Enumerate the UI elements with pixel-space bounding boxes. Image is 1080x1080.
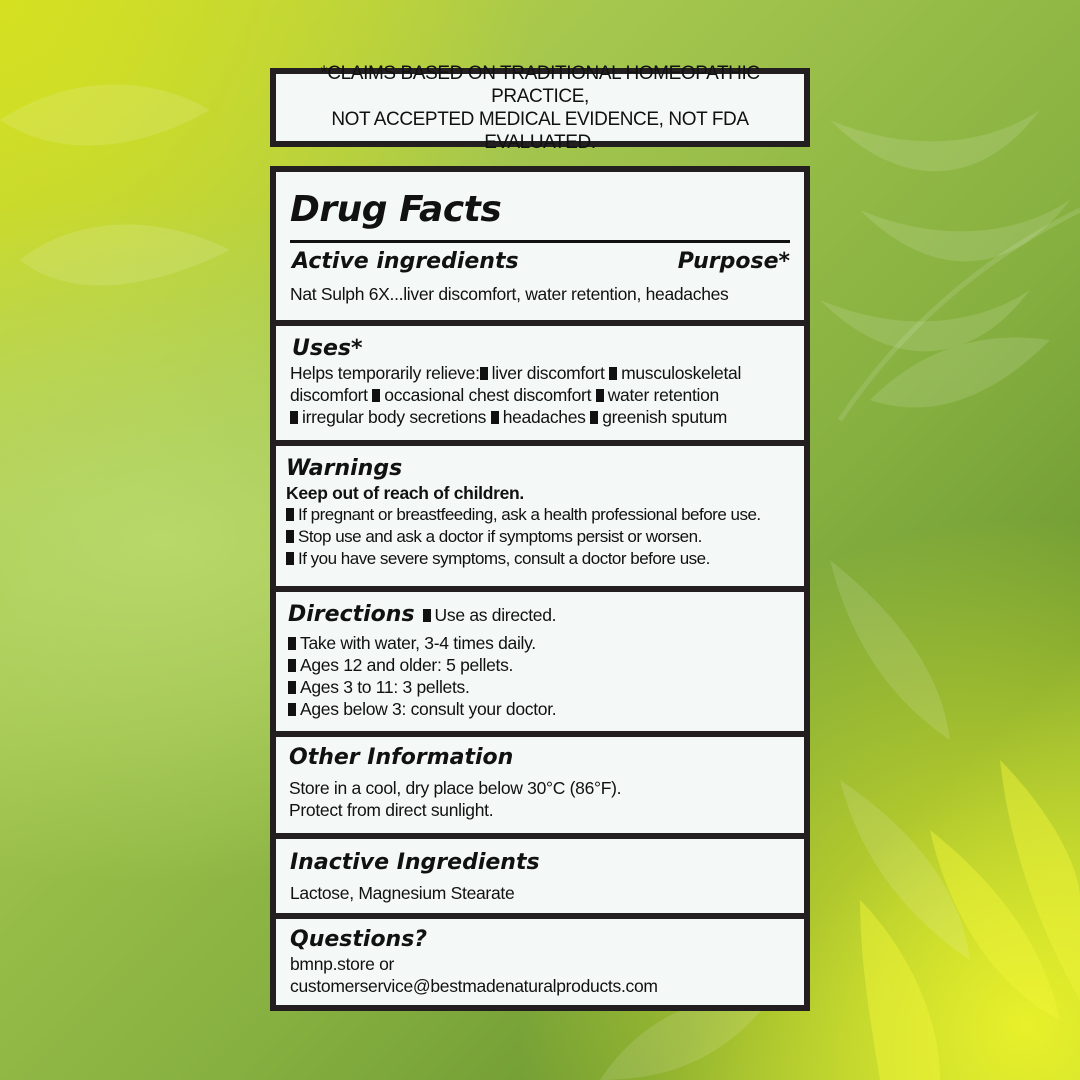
bullet-icon: [596, 389, 604, 402]
directions-heading: Directions: [288, 602, 415, 627]
use-item: discomfort: [290, 385, 368, 405]
bullet-icon: [372, 389, 380, 402]
active-header-row: [290, 249, 790, 275]
warnings-bold-line: Keep out of reach of children.: [286, 483, 524, 503]
use-item: headaches: [502, 407, 586, 427]
bullet-icon: [288, 681, 296, 694]
bullet-icon: [480, 367, 488, 380]
direction-item: Ages 12 and older: 5 pellets.: [288, 654, 790, 676]
directions-list: [288, 632, 790, 720]
bullet-icon: [290, 411, 298, 424]
uses-heading: Uses*: [292, 336, 363, 361]
direction-item: Ages 3 to 11: 3 pellets.: [288, 676, 790, 698]
use-item: occasional chest discomfort: [384, 385, 592, 405]
other-info-line-2: Protect from direct sunlight.: [289, 800, 494, 820]
uses-intro: Helps temporarily relieve:: [290, 363, 480, 383]
bullet-icon: [286, 552, 294, 565]
inactive-heading: Inactive Ingredients: [290, 850, 540, 875]
use-item: water retention: [607, 385, 719, 405]
bullet-icon: [609, 367, 617, 380]
warnings-list: [286, 504, 790, 570]
other-info-heading: Other Information: [289, 745, 514, 770]
other-info-section: [276, 737, 804, 833]
questions-heading: Questions?: [290, 927, 428, 952]
title-divider: [290, 240, 790, 243]
questions-section: [276, 919, 804, 1005]
bullet-icon: [491, 411, 499, 424]
warning-item: Stop use and ask a doctor if symptoms persist or worsen.: [286, 526, 790, 548]
warning-item: If pregnant or breastfeeding, ask a health professional before use.: [286, 504, 790, 526]
warnings-heading: Warnings: [286, 456, 403, 481]
disclaimer-line-2: NOT ACCEPTED MEDICAL EVIDENCE, NOT FDA EVALUATED.: [331, 108, 749, 153]
bullet-icon: [423, 609, 431, 622]
other-info-line-1: Store in a cool, dry place below 30°C (86°F).: [289, 778, 622, 798]
uses-list: [290, 362, 790, 428]
bullet-icon: [288, 659, 296, 672]
use-item: greenish sputum: [602, 407, 728, 427]
direction-item: Ages below 3: consult your doctor.: [288, 698, 790, 720]
warning-item: If you have severe symptoms, consult a doctor before use.: [286, 548, 790, 570]
bullet-icon: [288, 637, 296, 650]
active-ingredients-heading: Active ingredients: [292, 249, 519, 274]
bullet-icon: [288, 703, 296, 716]
bullet-icon: [286, 508, 294, 521]
questions-line-1: bmnp.store or: [290, 954, 395, 974]
inactive-section: [276, 839, 804, 913]
use-item: liver discomfort: [491, 363, 605, 383]
use-item: irregular body secretions: [302, 407, 487, 427]
drug-facts-title: Drug Facts: [290, 189, 502, 230]
bullet-icon: [286, 530, 294, 543]
questions-email: customerservice@bestmadenaturalproducts.com: [290, 976, 658, 996]
active-ingredient-line: Nat Sulph 6X...liver discomfort, water retention, headaches: [290, 284, 729, 304]
warnings-section: [276, 446, 804, 586]
active-ingredients-section: [276, 172, 804, 320]
drug-facts-panel: [270, 166, 810, 1011]
direction-first: Use as directed.: [434, 605, 557, 625]
directions-header-row: [288, 602, 790, 628]
purpose-heading: Purpose*: [677, 249, 790, 274]
directions-section: [276, 592, 804, 731]
disclaimer-box: [270, 62, 810, 153]
bullet-icon: [590, 411, 598, 424]
disclaimer-line-1: *CLAIMS BASED ON TRADITIONAL HOMEOPATHIC PRACTICE,: [320, 62, 760, 107]
uses-section: [276, 326, 804, 440]
inactive-line: Lactose, Magnesium Stearate: [290, 883, 515, 903]
use-item: musculoskeletal: [621, 363, 742, 383]
direction-item: Take with water, 3-4 times daily.: [288, 632, 790, 654]
